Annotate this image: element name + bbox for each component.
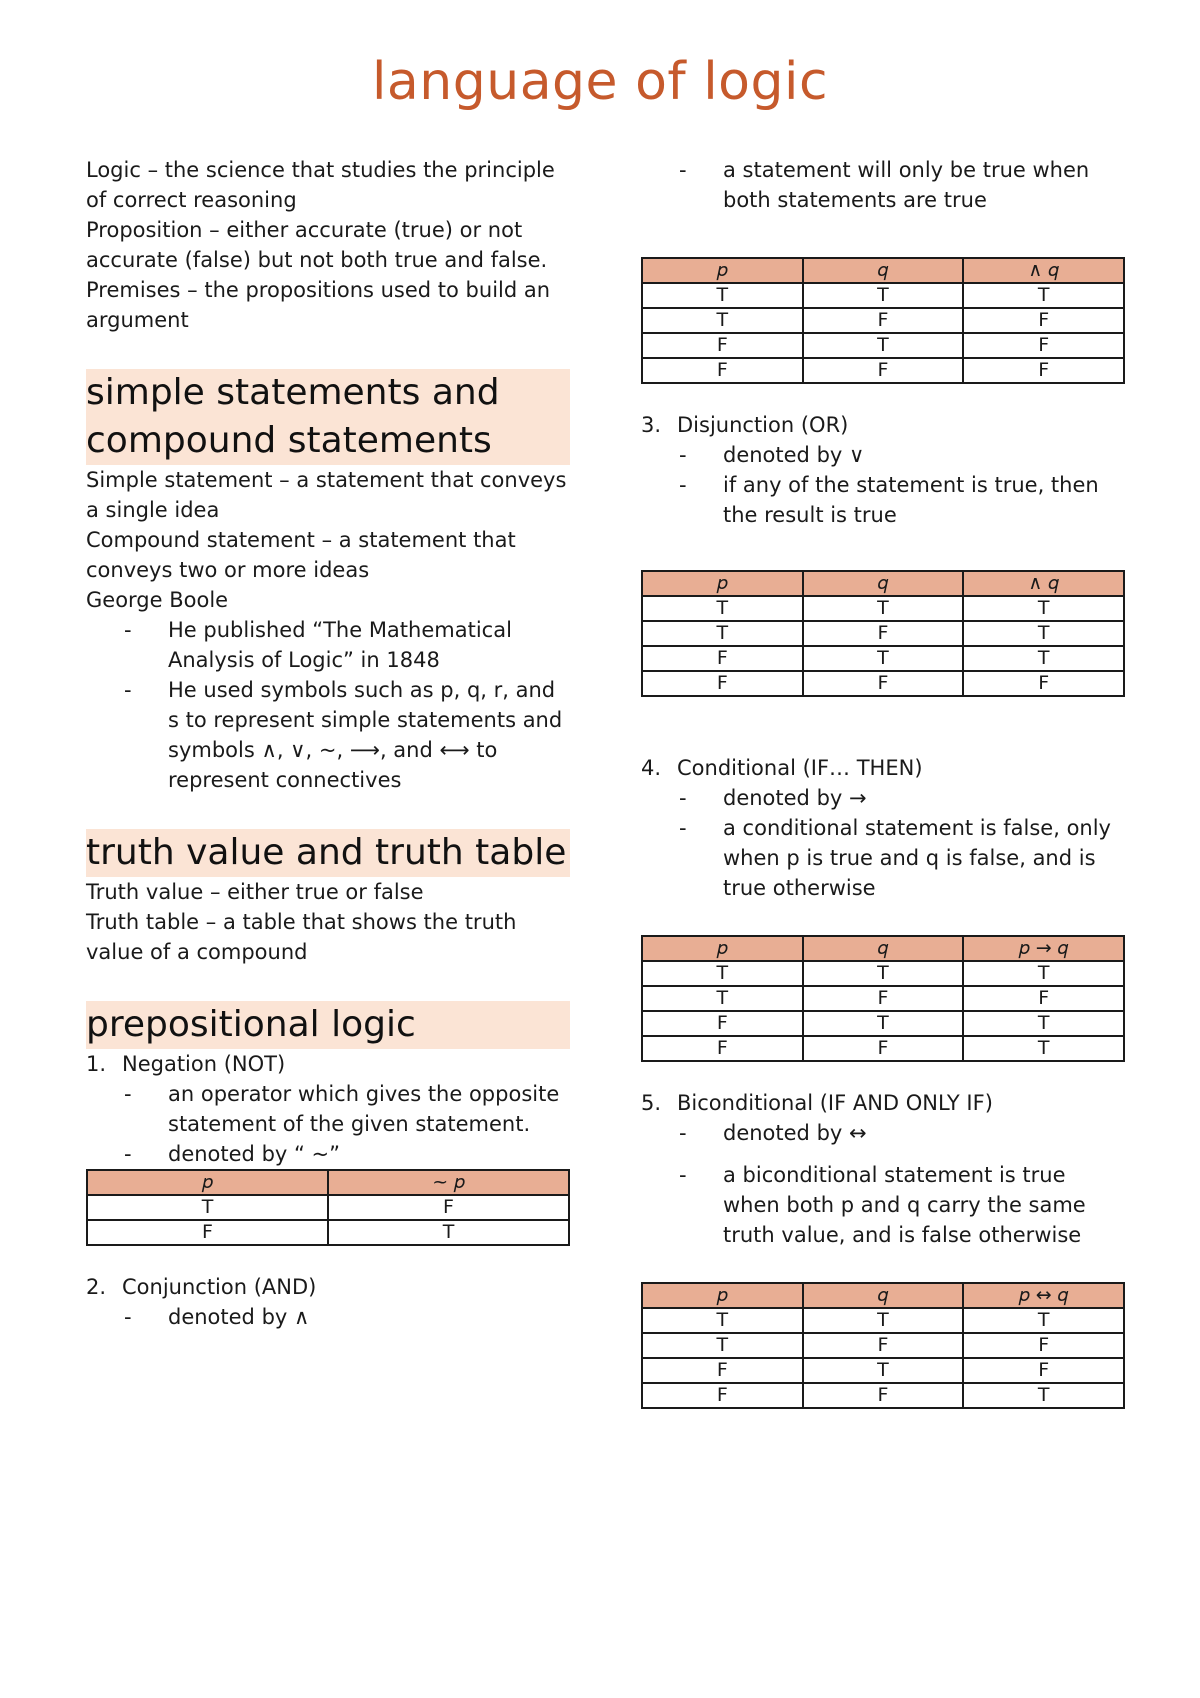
table-header: 𝑞 — [803, 1283, 964, 1308]
table-row: T F F — [642, 1333, 1124, 1358]
table-row: T F T — [642, 621, 1124, 646]
table-row: T F F — [642, 308, 1124, 333]
list-item: - He used symbols such as p, q, r, and s to represent simple statements and symbols ∧, ∨, ~, ⟶, and ⟷ to represent connectives — [124, 678, 563, 792]
table-row: F F F — [642, 358, 1124, 383]
table-header: 𝑝 — [642, 936, 803, 961]
george-boole: George Boole — [86, 588, 229, 612]
heading-simple-compound: simple statements and compound statements — [86, 369, 570, 465]
definition-compound-statement: Compound statement – a statement that conveys two or more ideas — [86, 528, 516, 582]
table-header: 𝑝 — [87, 1170, 328, 1195]
biconditional-truth-table — [641, 1282, 1125, 1409]
table-header: 𝑞 — [803, 571, 964, 596]
table-row: T T T — [642, 961, 1124, 986]
list-item-negation: 1. Negation (NOT) — [86, 1052, 286, 1076]
list-item-biconditional: 5. Biconditional (IF AND ONLY IF) — [641, 1091, 993, 1115]
negation-truth-table — [86, 1169, 570, 1246]
conjunction-truth-table — [641, 257, 1125, 384]
table-row: F F T — [642, 1036, 1124, 1061]
table-row: F T T — [642, 1011, 1124, 1036]
table-header: ∧ 𝑞 — [963, 571, 1124, 596]
list-item: - an operator which gives the opposite statement of the given statement. — [124, 1082, 560, 1136]
list-item: - denoted by ∧ — [124, 1305, 310, 1329]
list-item: - denoted by ↔ — [679, 1121, 867, 1145]
table-row: T F — [87, 1195, 569, 1220]
list-item-conditional: 4. Conditional (IF… THEN) — [641, 756, 923, 780]
table-row: F T F — [642, 333, 1124, 358]
list-item: - denoted by “ ~” — [124, 1142, 341, 1166]
table-row: F T T — [642, 646, 1124, 671]
list-item: - a statement will only be true when both statements are true — [679, 158, 1090, 212]
table-header: 𝑝 ↔ 𝑞 — [963, 1283, 1124, 1308]
definition-simple-statement: Simple statement – a statement that conveys a single idea — [86, 468, 567, 522]
conditional-truth-table — [641, 935, 1125, 1062]
table-row: F F F — [642, 671, 1124, 696]
heading-prepositional-logic: prepositional logic — [86, 1001, 570, 1049]
definition-truth-table: Truth table – a table that shows the truth value of a compound — [86, 910, 517, 964]
table-header: 𝑝 — [642, 571, 803, 596]
page-title: language of logic — [371, 52, 829, 112]
table-header: ∧ 𝑞 — [963, 258, 1124, 283]
definition-logic: Logic – the science that studies the principle of correct reasoning — [86, 158, 555, 212]
table-header: 𝑝 — [642, 258, 803, 283]
table-row: T F F — [642, 986, 1124, 1011]
definition-truth-value: Truth value – either true or false — [86, 880, 424, 904]
definition-proposition: Proposition – either accurate (true) or not accurate (false) but not both true and false. — [86, 218, 548, 272]
table-row: F F T — [642, 1383, 1124, 1408]
table-header: ~ 𝑝 — [328, 1170, 569, 1195]
list-item: - if any of the statement is true, then the result is true — [679, 473, 1099, 527]
table-row: T T T — [642, 283, 1124, 308]
list-item-conjunction: 2. Conjunction (AND) — [86, 1275, 317, 1299]
disjunction-truth-table — [641, 570, 1125, 697]
list-item: - denoted by ∨ — [679, 443, 865, 467]
left-column — [86, 155, 570, 1332]
heading-truth-value: truth value and truth table — [86, 829, 570, 877]
table-row: T T T — [642, 596, 1124, 621]
list-item: - denoted by → — [679, 786, 867, 810]
list-item: - a biconditional statement is true when both p and q carry the same truth value, and is false otherwise — [679, 1163, 1086, 1247]
table-row: F T F — [642, 1358, 1124, 1383]
table-header: 𝑞 — [803, 258, 964, 283]
table-header: 𝑝 — [642, 1283, 803, 1308]
table-header: 𝑝 → 𝑞 — [963, 936, 1124, 961]
table-row: F T — [87, 1220, 569, 1245]
right-column — [641, 155, 1125, 1409]
list-item: - He published “The Mathematical Analysis of Logic” in 1848 — [124, 618, 512, 672]
list-item-disjunction: 3. Disjunction (OR) — [641, 413, 849, 437]
table-row: T T T — [642, 1308, 1124, 1333]
table-header: 𝑞 — [803, 936, 964, 961]
list-item: - a conditional statement is false, only when p is true and q is false, and is true otherwise — [679, 816, 1111, 900]
definition-premises: Premises – the propositions used to build an argument — [86, 278, 551, 332]
